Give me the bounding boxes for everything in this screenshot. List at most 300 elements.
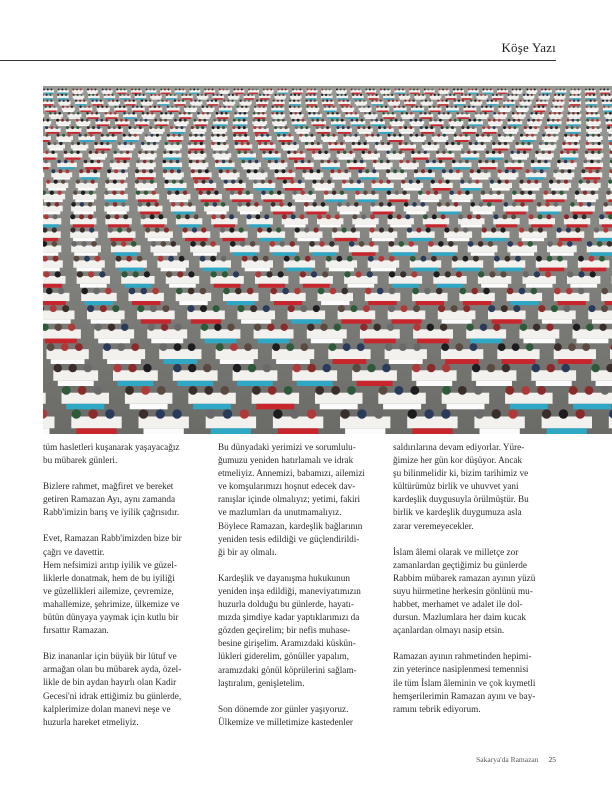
chair-cover [411,140,424,142]
guest [440,324,447,331]
dining-table [282,218,308,224]
guest [87,305,94,312]
guest [188,288,195,295]
guest [254,324,261,331]
guest [531,160,535,164]
guest [554,169,558,173]
guest [406,160,410,164]
chair-cover [447,238,469,241]
guest [483,288,490,295]
guest [521,112,524,115]
chair-cover [588,132,601,134]
guest [206,409,215,418]
guest [355,134,358,137]
guest [368,256,374,262]
guest [94,386,103,395]
guest [293,100,295,102]
guest [88,214,93,219]
guest [105,180,109,184]
dining-table [343,136,360,140]
chair-cover [283,149,297,151]
guest [368,106,370,108]
guest [114,112,117,115]
guest [447,112,450,115]
dining-table [75,101,87,104]
guest [76,126,79,129]
guest [493,324,500,331]
dining-table [412,370,457,381]
chair-cover [232,199,251,202]
guest [289,106,291,108]
guest [169,151,172,154]
dining-table [410,260,442,267]
guest [80,202,85,207]
guest [507,288,514,295]
guest [110,160,114,164]
guest [119,106,121,108]
guest [545,142,548,145]
guest [527,180,531,184]
guest [253,180,257,184]
chair-cover [526,284,553,288]
guest [294,112,297,115]
guest [375,119,378,122]
guest [557,256,563,262]
dining-table [470,101,482,104]
dining-table [230,194,254,200]
guest [53,256,59,262]
chair-cover [116,111,127,113]
guest [358,169,362,173]
guest [198,100,200,102]
chair-cover [402,117,413,119]
guest [81,241,87,247]
guest [150,180,154,184]
guest [346,106,348,108]
guest [552,100,554,102]
dining-table [258,144,276,148]
guest [561,100,563,102]
paragraph: Son dönemde zor günler yaşıyoruz. Ülkemize ve milletimize kastedenler [218,703,353,727]
dining-table [189,90,200,93]
guest [488,305,495,312]
dining-table [79,136,96,140]
guest [64,160,68,164]
dining-table [70,218,96,224]
guest [555,126,558,129]
guest [340,89,342,91]
guest [224,180,228,184]
dining-table [538,96,550,99]
dining-table [414,96,426,99]
guest [307,324,314,331]
dining-table [137,311,175,320]
guest [238,305,245,312]
chair-cover [43,428,50,434]
guest [585,386,594,395]
guest [468,89,470,91]
dining-table [194,121,209,124]
guest [76,151,79,154]
guest [210,106,212,108]
guest [261,191,265,195]
dining-table [399,163,419,168]
guest [68,324,75,331]
guest [182,89,184,91]
guest [529,214,534,219]
guest [357,409,366,418]
guest [288,134,291,137]
guest [533,169,537,173]
guest [408,241,414,247]
chair-cover [239,158,254,160]
dining-table [147,329,187,338]
chair-cover [506,212,526,215]
guest [152,288,159,295]
guest [578,288,585,295]
guest [557,100,559,102]
guest [497,89,499,91]
chair-cover [463,158,478,160]
guest [263,94,265,96]
guest [330,288,337,295]
guest [371,202,376,207]
chair-cover [143,149,157,151]
dining-table [411,108,424,111]
guest [121,241,127,247]
guest [330,100,332,102]
chair-cover [169,199,188,202]
guest [538,214,543,219]
guest [454,134,457,137]
guest [44,160,48,164]
chair-cover [215,124,227,126]
dining-table [240,101,252,104]
guest [386,180,390,184]
guest [266,89,268,91]
chair-cover [114,252,138,256]
guest [213,305,220,312]
guest [412,202,417,207]
guest [437,100,439,102]
guest [105,112,108,115]
guest [282,119,285,122]
guest [459,160,463,164]
chair-cover [191,167,207,169]
guest [532,119,535,122]
guest [519,227,524,232]
guest [498,134,501,137]
dining-table [219,108,232,111]
guest [529,126,532,129]
guest [395,119,398,122]
dining-table [179,114,193,117]
dining-table [549,183,571,188]
guest [48,142,51,145]
dining-table [365,90,376,93]
chair-cover [421,132,434,134]
guest [461,126,464,129]
guest [58,89,60,91]
guest [559,409,568,418]
guest [586,119,589,122]
guest [538,160,542,164]
dining-table [145,136,162,140]
guest [465,94,467,96]
guest [547,256,553,262]
guest [526,343,534,351]
dining-table [476,136,493,140]
dining-table [220,231,248,238]
chair-cover [243,167,259,169]
chair-cover [43,224,59,227]
chair-cover [480,428,520,434]
guest [91,100,93,102]
chair-cover [498,93,507,94]
guest [476,134,479,137]
guest [84,364,92,372]
guest [277,89,279,91]
guest [337,94,339,96]
dining-table [430,96,442,99]
dining-table [292,90,303,93]
guest [581,169,585,173]
guest [128,100,130,102]
guest [439,89,441,91]
guest [404,100,406,102]
dining-table [97,108,110,111]
chair-cover [541,149,555,151]
dining-table [360,329,400,338]
dining-table [547,245,577,252]
chair-cover [389,199,408,202]
guest [102,89,104,91]
dining-table [132,108,145,111]
guest [161,100,163,102]
guest [248,364,256,372]
guest [470,100,472,102]
guest [321,119,324,122]
guest [243,94,245,96]
guest [320,180,324,184]
guest [419,119,422,122]
guest [158,106,160,108]
dining-table [198,194,222,200]
guest [476,214,481,219]
guest [166,94,168,96]
guest [578,256,584,262]
chair-cover [539,212,559,215]
guest [342,227,347,232]
guest [599,256,605,262]
guest [299,89,301,91]
guest [121,324,128,331]
chair-cover [307,104,317,105]
guest [258,142,261,145]
guest [267,94,269,96]
guest [557,227,562,232]
guest [287,151,290,154]
chair-cover [428,167,444,169]
guest [503,106,505,108]
chair-cover [389,140,402,142]
paragraph: Kardeşlik ve dayanışma hukukunun yeniden inşa edildiği, maneviyatımızın huzurla dolduğu bu günlerde, hayatı- mızda şimdiye kadar yaptıklarımızı da gözden geçirelim; bir nefis muhase- besine girişelim. Aramızdaki küskün- lükleri giderelim, gönüller yapalım, aramızdaki gönül köprülerini sağlam- laştıralım, genişletelim. [218,572,361,688]
guest [592,89,594,91]
guest [275,169,279,173]
dining-table [538,311,576,320]
guest [157,386,166,395]
guest [313,94,315,96]
chair-cover [412,428,452,434]
dining-table [414,172,435,177]
guest [312,202,317,207]
guest [270,241,276,247]
dining-table [73,96,85,99]
guest [53,142,56,145]
guest [267,324,274,331]
dining-table [191,172,212,177]
guest [211,142,214,145]
guest [360,94,362,96]
dining-table [71,206,96,212]
guest [472,106,474,108]
guest [83,180,87,184]
guest [595,112,598,115]
dining-table [167,194,191,200]
guest [79,169,83,173]
guest [392,100,394,102]
guest [128,112,131,115]
dining-table [452,260,484,267]
guest [150,94,152,96]
dining-table [43,393,46,404]
guest [100,142,103,145]
chair-cover [411,124,423,126]
guest [135,119,138,122]
guest [507,100,509,102]
guest [192,227,197,232]
chair-cover [46,111,57,113]
chair-cover [482,111,493,113]
guest [554,94,556,96]
guest [212,94,214,96]
guest [227,324,234,331]
guest [118,142,121,145]
guest [46,100,48,102]
dining-table [43,90,54,93]
dining-table [118,144,136,148]
guest [456,271,462,277]
chair-cover [380,132,393,134]
guest [462,100,464,102]
guest [439,160,443,164]
dining-table [601,96,612,99]
guest [508,119,511,122]
guest [73,94,75,96]
guest [311,119,314,122]
chair-cover [307,149,321,151]
guest [150,305,157,312]
dining-table [338,101,350,104]
guest [388,305,395,312]
guest [300,271,306,277]
guest [213,119,216,122]
chair-cover [67,132,80,134]
guest [200,256,206,262]
dining-table [490,183,512,188]
guest [557,241,563,247]
guest [470,202,475,207]
dining-table [341,108,354,111]
guest [337,126,340,129]
chair-cover [214,224,235,227]
guest [490,106,492,108]
dining-table [247,218,273,224]
guest [268,180,272,184]
guest [282,214,287,219]
guest [77,112,80,115]
chair-cover [264,199,283,202]
guest [562,94,564,96]
guest [146,112,149,115]
guest [251,94,253,96]
dining-table [338,311,376,320]
dining-table [254,108,267,111]
guest [105,119,108,122]
dining-table [189,136,206,140]
dining-table [138,206,163,212]
guest [214,324,221,331]
guest [511,151,514,154]
chair-cover [420,199,439,202]
guest [562,142,565,145]
guest [153,89,155,91]
guest [381,142,384,145]
dining-table [536,101,548,104]
chair-cover [105,98,114,99]
chair-cover [273,212,293,215]
dining-table [306,108,319,111]
guest [155,227,160,232]
guest [363,100,365,102]
dining-table [71,245,101,252]
guest [170,169,174,173]
guest [399,160,403,164]
guest [439,119,442,122]
chair-cover [430,111,441,113]
guest [492,151,495,154]
guest [353,160,357,164]
dining-table [529,218,555,224]
guest [83,100,85,102]
dining-table [507,293,542,301]
dining-table [370,206,395,212]
guest [386,169,390,173]
guest [559,89,561,91]
guest [603,227,608,232]
dining-table [201,329,241,338]
guest [201,126,204,129]
dining-table [404,206,429,212]
guest [536,256,542,262]
article-column-1 [43,441,201,742]
chair-cover [142,104,152,105]
guest [531,134,534,137]
iftar-crowd-photo [43,86,612,434]
guest [418,94,420,96]
guest [446,89,448,91]
chair-cover [107,188,125,191]
